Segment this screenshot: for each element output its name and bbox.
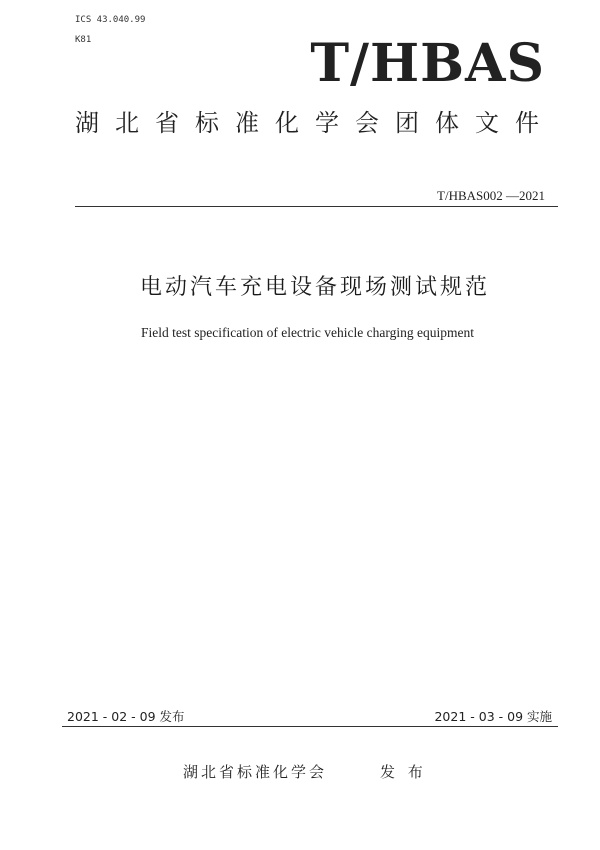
document-type-heading: 湖北省标准化学会团体文件 [75, 109, 555, 137]
title-english: Field test specification of electric vehicle charging equipment [140, 325, 474, 340]
issuer-name: 湖北省标准化学会 [183, 763, 328, 781]
issuer-action: 发 布 [380, 763, 427, 781]
publish-date: 2021 - 02 - 09 发布 [67, 709, 185, 724]
top-divider [75, 206, 558, 207]
ics-code: ICS 43.040.99 [75, 15, 146, 25]
implement-date: 2021 - 03 - 09 实施 [434, 709, 552, 724]
standard-number: T/HBAS002 —2021 [437, 188, 545, 203]
title-chinese: 电动汽车充电设备现场测试规范 [139, 275, 490, 300]
ccs-code: K81 [75, 35, 92, 45]
standard-code-logo: T/HBAS [310, 33, 545, 94]
bottom-divider [62, 726, 558, 727]
